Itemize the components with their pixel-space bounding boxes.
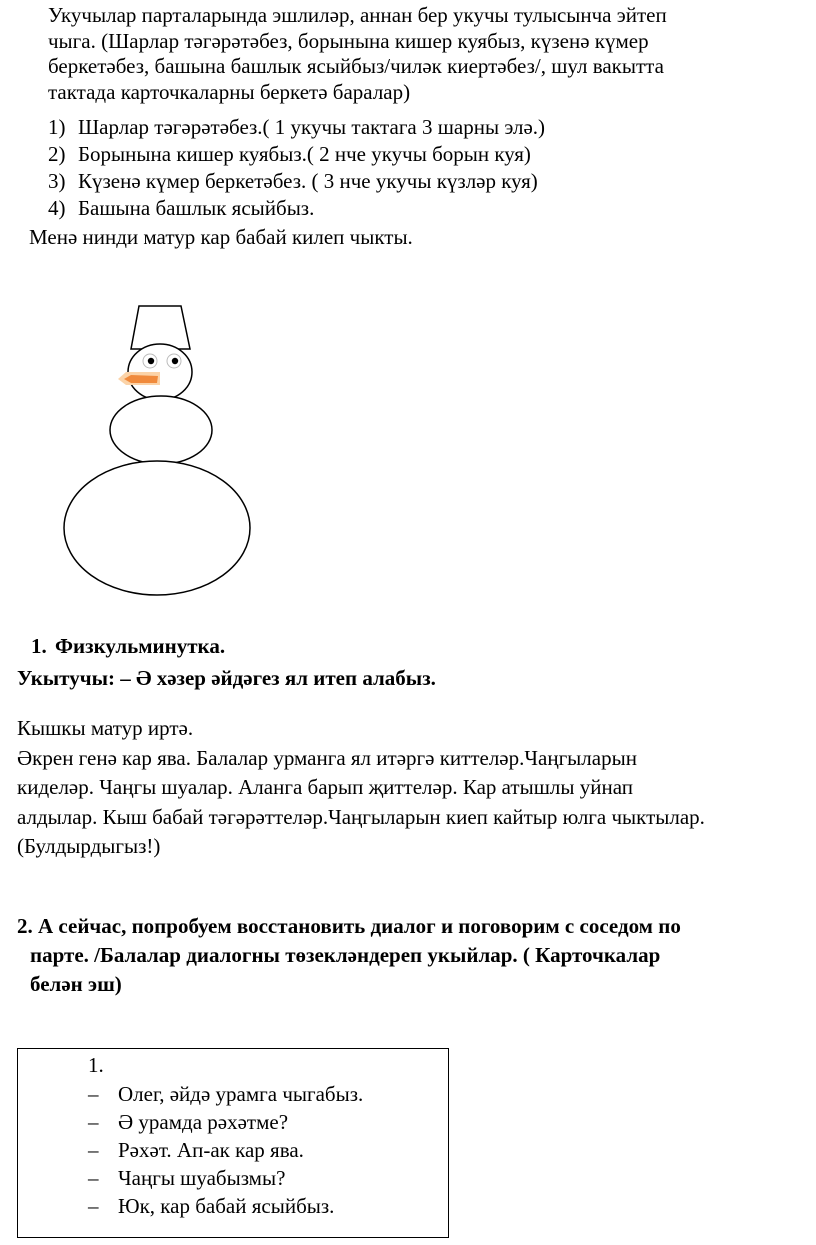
section2-line: белән эш) [30,972,122,996]
step-text: Башына башлык ясыйбыз. [78,196,315,220]
snowman-eye-right [167,354,181,368]
section-number: 1. [31,634,47,658]
dialogue-text: Рәхәт. Ап-ак кар ява. [118,1138,304,1162]
step-text: Күзенә күмер беркетәбез. ( 3 нче укучы күзләр куя) [78,169,538,193]
dialogue-dash: – [88,1082,99,1106]
intro-line: Укучылар парталарында эшлиләр, аннан бер укучы тулысынча эйтеп [48,3,667,27]
step-number: 4) [48,196,66,220]
dialogue-line [88,1080,363,1108]
intro-line: чыга. (Шарлар тәгәрәтәбез, борынына кишер куябыз, күзенә күмер [48,28,649,53]
dialogue-text: Олег, әйдә урамга чыгабыз. [118,1082,364,1106]
section-heading-physical-break [31,633,225,659]
snowman-middle-ball [110,396,212,464]
story-paragraph [17,714,705,862]
dialogue-text: Юк, кар бабай ясыйбыз. [118,1194,335,1218]
snowman-hat-bucket [131,306,190,349]
story-line: киделәр. Чаңгы шуалар. Аланга барып җиттеләр. Кар атышлы уйнап [17,775,633,799]
section2-line: 2. А сейчас, попробуем восстановить диалог и поговорим с соседом по [17,914,681,938]
snowman-bottom-ball [64,461,250,595]
story-line: (Булдырдыгыз!) [17,834,161,858]
teacher-line: Укытучы: – Ә хәзер әйдәгез ял итеп алабыз. [17,666,436,690]
step-number: 3) [48,169,66,193]
step-number: 1) [48,115,66,139]
section2-line: парте. /Балалар диалогны төзекләндереп укыйлар. ( Карточкалар [30,943,661,967]
closing-sentence: Менә нинди матур кар бабай килеп чыкты. [29,225,413,249]
card-number: 1. [88,1053,104,1077]
dialogue-line [88,1108,363,1136]
dialogue-line [88,1192,363,1220]
story-line: алдылар. Кыш бабай тәгәрәттеләр.Чаңгыларын киеп кайтыр юлга чыктылар. [17,804,705,829]
snowman-eye-left [143,354,157,368]
section-heading-dialogue [17,912,681,999]
dialogue-line [88,1136,363,1164]
dialogue-dash: – [88,1166,99,1190]
step-text: Борынына кишер куябыз.( 2 нче укучы борын куя) [78,142,531,166]
intro-line: беркетәбез, башына башлык ясыйбыз/чиләк киертәбез/, шул вакытта [48,54,664,78]
dialogue-line [88,1164,363,1192]
dialogue-list [88,1080,363,1220]
story-line: Әкрен генә кар ява. Балалар урманга ял итәргә киттеләр.Чаңгыларын [17,745,637,770]
dialogue-dash: – [88,1138,99,1162]
dialogue-dash: – [88,1194,99,1218]
step-number: 2) [48,142,66,166]
intro-line: тактада карточкаларны беркетә баралар) [48,79,411,104]
dialogue-text: Чаңгы шуабызмы? [118,1166,286,1190]
snowman-carrot-nose [118,372,160,385]
dialogue-card [17,1048,449,1238]
step-text: Шарлар тәгәрәтәбез.( 1 укучы тактага 3 шарны элә.) [78,115,546,139]
dialogue-text: Ә урамда рәхәтме? [118,1110,289,1134]
dialogue-dash: – [88,1110,99,1134]
story-line: Кышкы матур иртә. [17,716,194,740]
section-title: Физкульминутка. [55,634,226,658]
